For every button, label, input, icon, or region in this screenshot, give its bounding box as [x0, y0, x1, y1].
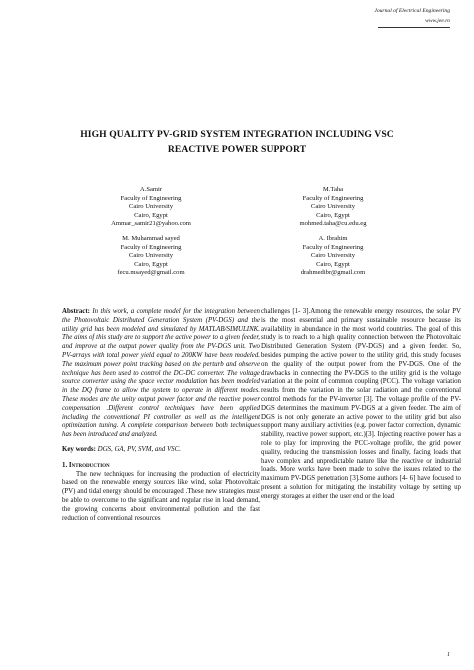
- left-column: [62, 308, 260, 523]
- author-city: Cairo, Egypt: [316, 211, 350, 219]
- author-name: M.Taha: [322, 186, 344, 193]
- author-email[interactable]: fecu.msayed@gmail.com: [117, 269, 185, 277]
- author-email[interactable]: mohmed.taha@cu.edu.eg: [299, 220, 367, 228]
- author-block: [70, 186, 414, 278]
- header-rule: [378, 27, 450, 28]
- intro-paragraph-right: challenges [1- 3].Among the renewable energy resources, the solar PV is the most essential and primary sustainable resource because its availability in abundance in the most world countries. The goal of this study is to reach to a high quality connection between the Photovoltaic Distributed Generation System (PV-DGS) and a given feeder. So, besides pumping the active power to the utility grid, this study focuses on the quality of the output power from the PV-DGS. One of the drawbacks in connecting the PV-DGS to the utility grid is the voltage variation at the point of common coupling (PCC). The voltage variation results from the variation in the solar radiation and the conventional control methods for the PV-inverter [3]. The voltage profile of the PV-DGS determines the maximum PV-DGS at a given feeder. The aim of DGS is not only generate an active power to the utility grid but also support many auxiliary activities (e.g. power factor correction, dynamic stability, reactive power support, etc.)[3]. Injecting reactive power has a role to play for improving the PCC-voltage profile, the grid power quality, reducing the transmission losses and finally, facing loads that have complex and unpredictable nature like the reactive or industrial loads. More works have been made to solve the issues related to the maximum PV-DGS penetration [3].Some authors [4- 6] have focused to present a solution for mitigating the instability voltage by setting up energy storages at either the user end or the load: [261, 308, 461, 500]
- author-city: Cairo, Egypt: [316, 260, 350, 268]
- abstract: [62, 308, 260, 440]
- intro-paragraph-left: The new techniques for increasing the production of electricity based on the renewable energy sources like wind, solar Photovoltaic (PV) and tidal energy should be encouraged .These new strategies must be able to overcome to the significant and regular rise in load demand, the growing concerns about environmental pollution and the fast reduction of conventional resources: [62, 470, 260, 522]
- author-name: A. Ibrahim: [318, 234, 348, 242]
- author-name: A.Samir: [139, 186, 163, 193]
- author-email[interactable]: Ammar_samir21@yahoo.com: [111, 220, 191, 228]
- author-univ: Cairo University: [128, 203, 174, 211]
- author-email[interactable]: drahmedibr@gmail.com: [300, 269, 366, 277]
- author-dept: Faculty of Engineering: [302, 243, 364, 251]
- abstract-label: Abstract:: [62, 308, 90, 315]
- author-card: [252, 186, 414, 229]
- author-dept: Faculty of Engineering: [120, 194, 182, 202]
- right-column: [261, 308, 461, 502]
- paper-title: [40, 127, 434, 157]
- author-dept: Faculty of Engineering: [302, 194, 364, 202]
- title-line-2: REACTIVE POWER SUPPORT: [167, 144, 307, 155]
- title-line-1: HIGH QUALITY PV-GRID SYSTEM INTEGRATION INCLUDING VSC: [80, 129, 394, 140]
- author-univ: Cairo University: [128, 252, 174, 260]
- author-card: [252, 235, 414, 278]
- journal-name: Journal of Electrical Engineering: [374, 8, 450, 14]
- journal-header: [374, 6, 450, 28]
- author-name: M. Muhammad sayed: [122, 234, 180, 242]
- section-heading-introduction: [62, 462, 260, 471]
- author-card: [70, 235, 232, 278]
- author-univ: Cairo University: [310, 252, 356, 260]
- author-univ: Cairo University: [310, 203, 356, 211]
- author-city: Cairo, Egypt: [134, 260, 168, 268]
- author-city: Cairo, Egypt: [134, 211, 168, 219]
- author-card: [70, 186, 232, 229]
- author-dept: Faculty of Engineering: [120, 243, 182, 251]
- keywords-text: DGS, GA, PV, SVM, and VSC.: [95, 445, 181, 453]
- keywords: [62, 446, 260, 455]
- keywords-label: Key words:: [62, 445, 96, 453]
- page-number: 1: [447, 652, 450, 658]
- section-number: 1.: [62, 461, 68, 469]
- abstract-text: In this work, a complete model for the integration between the Photovoltaic Distributed Generation System (PV-DGS) and the utility grid has been modeled and simulated by MATLAB/SIMULINK. The aims of this study are to support the active power to a given feeder, and improve at the output power quality from the PV-DGS unit. Two PV-arrays with total power yield equal to 200KW have been modeled. The maximum power point tracking based on the perturb and observe technique has been used to control the DC-DC converter. The voltage source converter using the space vector modulation has been modeled in the DQ frame to allow the system to operate in different modes. These modes are the unity output power factor and the reactive power compensation .Different control techniques have been applied including the conventional PI controller as well as the intelligent optimization tuning. A complete comparison between both techniques has been introduced and analyzed.: [62, 308, 260, 439]
- journal-url[interactable]: www.jee.ro: [425, 18, 450, 24]
- section-name: Introduction: [68, 461, 110, 469]
